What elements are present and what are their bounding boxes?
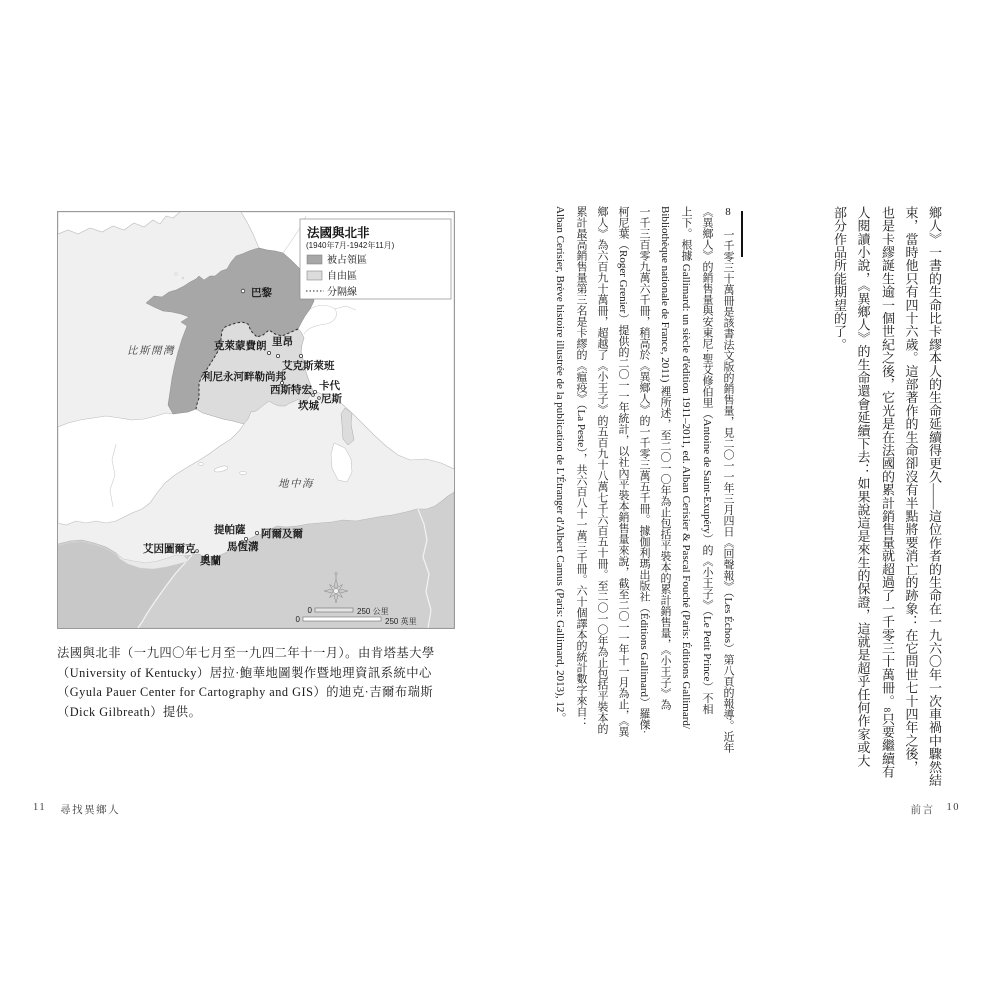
scale-km-zero: 0 <box>307 606 312 615</box>
footnote-column: Alban Cerisier, Brève histoire illustrée de la publication de L'Étranger d'Albert Camus (Paris: Gallimard, 2013), 12。 <box>554 206 566 724</box>
scale-mi-label: 250 英里 <box>385 617 417 626</box>
footnote-reference: 8 <box>882 707 892 713</box>
footnote-column: 柯尼葉（Roger Grenier）提供的二〇一一年統計，以社內平裝本銷售量來說，截至二〇一一年十一月為止，《異 <box>617 206 629 737</box>
city-dot-clermont-ferrand <box>267 351 270 354</box>
map <box>57 211 455 629</box>
map-label-ain-el-turk: 艾因圖爾克 <box>143 543 196 555</box>
body-text-block <box>828 206 947 806</box>
city-dot-nice <box>318 397 321 400</box>
scale-mi-bar <box>303 617 381 621</box>
map-label-nice: 尼斯 <box>321 393 342 405</box>
map-label-paris: 巴黎 <box>251 287 272 299</box>
footnote-block <box>549 206 738 826</box>
legend-swatch-free-zone <box>307 271 322 280</box>
caption-line: （University of Kentucky）居拉·鮑華地圖製作暨地理資訊系統中心 <box>57 665 432 680</box>
legend-label-demarcation: 分隔線 <box>327 287 357 298</box>
legend-subtitle: (1940年7月-1942年11月) <box>306 241 395 250</box>
footnote-column: 一千三百零九萬六千冊，稍高於《異鄉人》的一千零三萬五千冊。據伽利瑪出版社（Éditions Gallimard）羅傑· <box>638 206 650 734</box>
scale-mi-zero: 0 <box>295 615 300 624</box>
legend-label-occupied: 被占領區 <box>327 255 367 266</box>
island-balearics <box>240 471 247 474</box>
city-dot-sisteron <box>313 390 316 393</box>
map-label-tipasa: 提帕薩 <box>214 524 246 536</box>
footnote-column: 累計最高銷售量第三名是卡繆的《瘟疫》（La Peste），共六百八十一萬三千冊。六十個譯本的統計數字來自： <box>575 206 587 728</box>
map-label-aix-les-bains: 艾克斯萊班 <box>282 360 335 372</box>
map-label-lyon: 里昂 <box>272 336 293 348</box>
footnote-column: Bibliothèque nationale de France, 2011) 裡所述，至二〇一〇年為止包括平裝本的累計銷售量，《小王子》為 <box>659 206 671 710</box>
footnote-column: 《異鄉人》的銷售量與安東尼·聖艾修伯里（Antoine de Saint-Exupéry）的《小王子》（Le Petit Prince）不相 <box>701 206 713 715</box>
page-number: 10 <box>946 802 960 813</box>
scale-km-label: 250 公里 <box>357 607 389 616</box>
running-foot-left <box>33 802 120 817</box>
island <box>182 277 184 279</box>
footnote-column: 上下。根據 Gallimard: un siècle d'édition 1911–2011, ed. Alban Cerisier & Pascal Fouché (Paris: Éditions Gallimard/ <box>680 206 692 729</box>
body-text-column: 部分作品所能期望的了。 <box>832 206 847 352</box>
scale-km-bar <box>315 608 353 612</box>
map-label-cannes: 坎城 <box>298 400 319 412</box>
sea-label-bay-of-biscay: 比斯開灣 <box>127 346 175 357</box>
body-text-column: 也是卡繆誕生逾一個世紀之後，它光是在法國的累計銷售量就超過了一千零三十萬冊。8只要繼續有 <box>880 206 895 779</box>
sea-label-mediterranean: 地中海 <box>278 479 314 490</box>
city-dot-ain-el-turk <box>196 550 199 553</box>
legend-title: 法國與北非 <box>307 226 370 240</box>
body-text-column: 束，當時他只有四十六歲。這部著作的生命卻沒有半點將要消亡的跡象：在它問世七十四年之後， <box>903 206 919 774</box>
city-dot-algiers <box>255 531 258 534</box>
footnote-separator-rule <box>741 211 743 257</box>
map-label-le-cannet: 卡代 <box>319 380 340 392</box>
map-label-marengo: 馬恆溝 <box>227 541 259 553</box>
legend <box>300 219 451 299</box>
caption-line: （Dick Gilbreath）提供。 <box>57 704 202 719</box>
book-title: 尋找異鄉人 <box>60 805 121 816</box>
island-balearics <box>198 463 203 466</box>
legend-swatch-occupied <box>307 255 322 264</box>
body-text-column: 人閱讀小說，《異鄉人》的生命還會延續下去：如果說這是來生的保證，這就是超乎任何作家或大 <box>855 206 871 768</box>
body-text-column: 鄉人》一書的生命比卡繆本人的生命延續得更久——這位作者的生命在一九六〇年一次車禍中驟然結 <box>927 206 942 787</box>
footnote-column: 8一千零三十萬冊是該書法文版的銷售量，見二〇一一年三月四日《回聲報》（Les Échos）第八頁的報導。近年 <box>722 206 734 754</box>
caption-line: 法國與北非（一九四〇年七月至一九四二年十一月）。由肯塔基大學 <box>57 646 435 660</box>
map-caption <box>57 644 461 722</box>
map-label-clermont-ferrand: 克萊蒙費朗 <box>214 340 267 352</box>
island <box>175 273 177 275</box>
running-foot-right <box>911 802 961 817</box>
city-dot-lyon <box>276 354 279 357</box>
caption-line: （Gyula Pauer Center for Cartography and GIS）的迪克·吉爾布瑞斯 <box>57 685 434 699</box>
section-title: 前言 <box>910 805 935 816</box>
map-canvas <box>58 212 454 628</box>
map-label-le-chambon: 利尼永河畔勒尚邦 <box>202 371 286 383</box>
legend-label-free-zone: 自由區 <box>327 271 357 282</box>
city-dot-paris <box>241 289 245 293</box>
map-label-sisteron: 西斯特宏 <box>270 384 312 396</box>
map-label-algiers: 阿爾及爾 <box>261 528 303 540</box>
map-label-oran: 奧蘭 <box>200 555 221 567</box>
city-dot-le-cannet <box>312 394 315 397</box>
page-number: 11 <box>33 802 47 813</box>
footnote-number: 8 <box>722 206 734 225</box>
footnote-column: 鄉人》為六百九十萬冊，超越了《小王子》的五百九十八萬七千六百五十冊。至二〇一〇年為止包括平裝本的 <box>596 206 608 734</box>
city-dot-aix-les-bains <box>299 354 302 357</box>
